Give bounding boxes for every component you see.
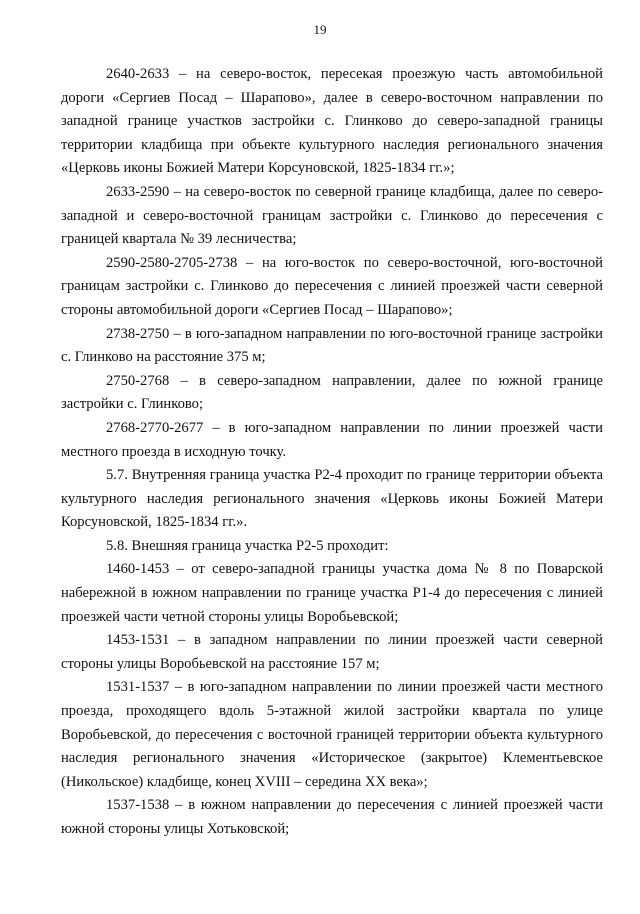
paragraph-segment-1460-1453: 1460-1453 – от северо-западной границы участка дома № 8 по Поварской набережной в южном направлении по границе участка Р1-4 до пересечения с линией проезжей части четной стороны улицы Воробьевской; (61, 561, 603, 625)
paragraph-segment-2590-2738: 2590-2580-2705-2738 – на юго-восток по северо-восточной, юго-восточной границам застройки с. Глинково до пересечения с линией проезжей части северной стороны автомобильной дороги «Сергиев Посад – Шарапово»; (61, 254, 603, 318)
paragraph-segment-2750-2768: 2750-2768 – в северо-западном направлении, далее по южной границе застройки с. Глинково; (61, 372, 603, 413)
paragraph-segment-1531-1537: 1531-1537 – в юго-западном направлении по линии проезжей части местного проезда, проходящего вдоль 5-этажной жилой застройки квартала по улице Воробьевской, до пересечения с восточной границей территории объекта культурного наследия регионального значения «Историческое (закрытое) Клементьевское (Никольское) кладбище, конец XVIII – середина XX века»; (61, 679, 603, 790)
paragraph-section-5-8: 5.8. Внешняя граница участка Р2-5 проходит: (106, 537, 389, 554)
paragraph-segment-1537-1538: 1537-1538 – в южном направлении до пересечения с линией проезжей части южной стороны улицы Хотьковской; (61, 797, 603, 837)
paragraph-section-5-7: 5.7. Внутренняя граница участка Р2-4 проходит по границе территории объекта культурного наследия регионального значения «Церковь иконы Божией Матери Корсуновской, 1825-1834 гг.». (61, 467, 603, 531)
paragraph-segment-2633-2590: 2633-2590 – на северо-восток по северной границе кладбища, далее по северо-западной и северо-восточной границам застройки с. Глинково до пересечения с границей квартала № 39 лесничества; (61, 183, 603, 248)
paragraph-segment-2768-2677: 2768-2770-2677 – в юго-западном направлении по линии проезжей части местного проезда в исходную точку. (61, 419, 603, 460)
page-body (61, 63, 603, 842)
paragraph-segment-2640-2633: 2640-2633 – на северо-восток, пересекая проезжую часть автомобильной дороги «Сергиев Посад – Шарапово», далее в северо-восточном направлении по западной границе участков застройки с. Глинково до северо-западной границы территории кладбища при объекте культурного наследия регионального значения «Церковь иконы Божией Матери Корсуновской, 1825-1834 гг.»; (61, 66, 603, 177)
paragraph-segment-2738-2750: 2738-2750 – в юго-западном направлении по юго-восточной границе застройки с. Глинково на расстояние 375 м; (61, 325, 603, 366)
paragraph-segment-1453-1531: 1453-1531 – в западном направлении по линии проезжей части северной стороны улицы Воробьевской на расстояние 157 м; (61, 632, 603, 672)
page-number: 19 (313, 22, 327, 37)
